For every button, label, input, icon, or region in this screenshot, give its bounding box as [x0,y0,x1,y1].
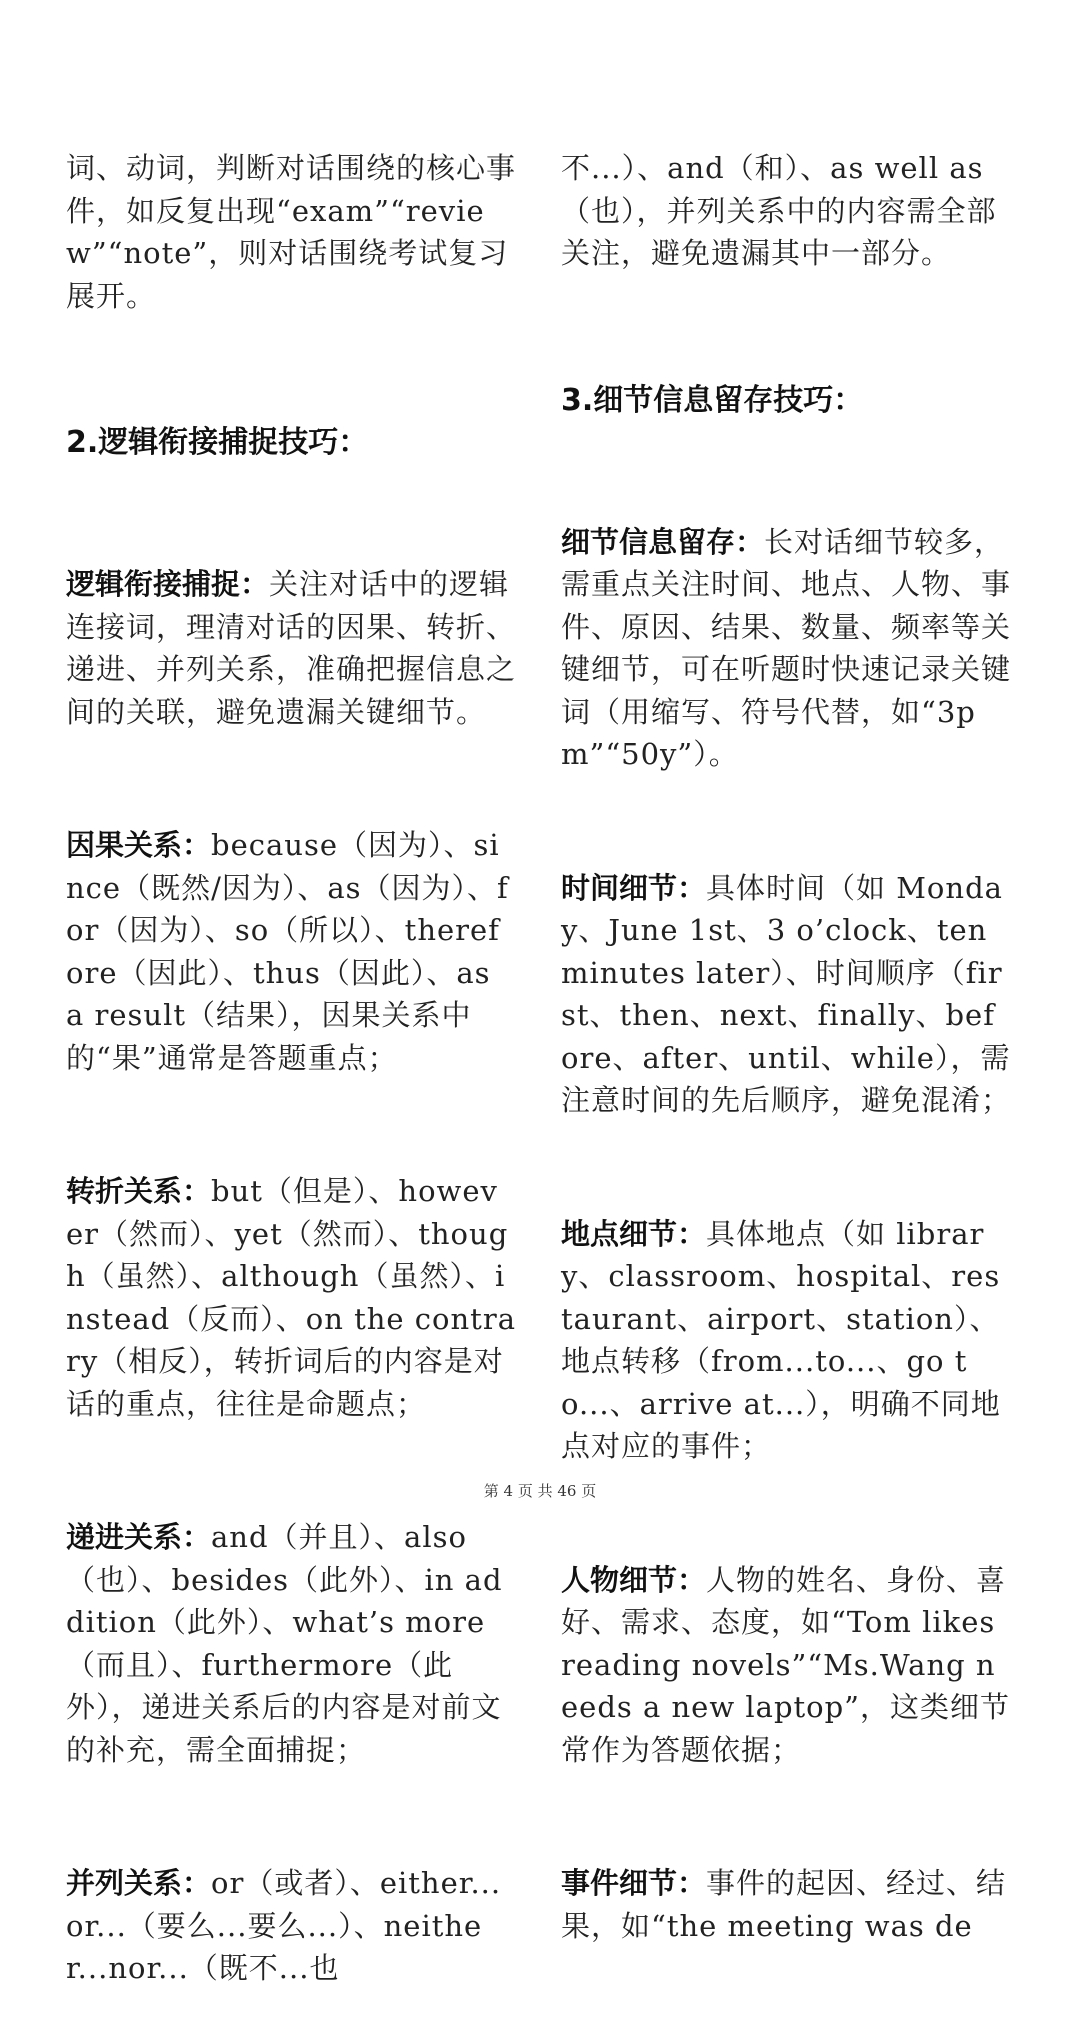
term-label: 因果关系： [66,828,212,862]
term-text: because（因为）、since（既然/因为）、as（因为）、for（因为）、so（所以）、therefore（因此）、thus（因此）、as a result（结果），因果关系中的“果”通常是答题重点； [66,828,509,1075]
term-text: 事件的起因、经过、结果，如“the meeting was de [561,1866,1007,1943]
paragraph-cause-effect [66,824,516,1079]
term-label: 地点细节： [561,1216,707,1251]
paragraph-logic-capture [66,563,516,733]
term-text: and（并且）、also（也）、besides（此外）、in addition（此外）、what’s more（而且）、furthermore（此外），递进关系后的内容是对前文的补充，需全面捕捉； [66,1520,503,1767]
paragraph-contrast [66,1170,516,1425]
term-text: 人物的姓名、身份、喜好、需求、态度，如“Tom likes reading novels”“Ms.Wang needs a new laptop”，这类细节常作为答题依据； [561,1562,1011,1767]
section-2-heading: 2.逻辑衔接捕捉技巧： [66,425,369,460]
term-label: 逻辑衔接捕捉： [66,567,270,601]
paragraph-coordination [66,1862,516,1990]
left-intro-paragraph: 词、动词，判断对话围绕的核心事件，如反复出现“exam”“review”“note”，则对话围绕考试复习展开。 [66,151,517,313]
term-text: 具体时间（如 Monday、June 1st、3 o’clock、ten minutes later）、时间顺序（first、then、next、finally、before、after、until、while），需注意时间的先后顺序，避免混淆； [561,870,1012,1117]
term-label: 事件细节： [561,1866,707,1900]
term-text: 具体地点（如 library、classroom、hospital、restaurant、airport、station）、地点转移（from...to...、go to...、arrive at...），明确不同地点对应的事件； [561,1216,1001,1463]
term-text: 长对话细节较多，需重点关注时间、地点、人物、事件、原因、结果、数量、频率等关键细节，可在听题时快速记录关键词（用缩写、符号代替，如“3pm”“50y”）。 [561,524,1012,771]
paragraph-time-details [561,867,1011,1122]
paragraph-progression [66,1516,516,1771]
term-label: 转折关系： [66,1174,212,1208]
term-label: 人物细节： [561,1562,707,1597]
paragraph-place-details [561,1213,1011,1468]
paragraph-person-details [561,1559,1011,1772]
term-label: 细节信息留存： [561,524,765,559]
right-intro-paragraph: 不...）、and（和）、as well as（也），并列关系中的内容需全部关注，避免遗漏其中一部分。 [561,151,997,270]
term-text: 关注对话中的逻辑连接词，理清对话的因果、转折、递进、并列关系，准确把握信息之间的关联，避免遗漏关键细节。 [66,567,517,729]
term-text: or（或者）、either...or...（要么...要么...）、neither...nor...（既不...也 [66,1866,502,1985]
page-number-footer: 第 4 页 共 46 页 [483,1482,597,1500]
term-label: 递进关系： [66,1520,212,1554]
term-text: but（但是）、however（然而）、yet（然而）、though（虽然）、although（虽然）、instead（反而）、on the contrary（相反），转折词后的内容是对话的重点，往往是命题点； [66,1174,516,1421]
paragraph-detail-retention [561,521,1011,776]
term-label: 时间细节： [561,870,707,905]
left-column [66,62,516,2038]
paragraph-event-details [561,1862,1011,1947]
section-3-heading: 3.细节信息留存技巧： [561,382,864,418]
right-column [561,62,1011,1996]
term-label: 并列关系： [66,1866,212,1900]
